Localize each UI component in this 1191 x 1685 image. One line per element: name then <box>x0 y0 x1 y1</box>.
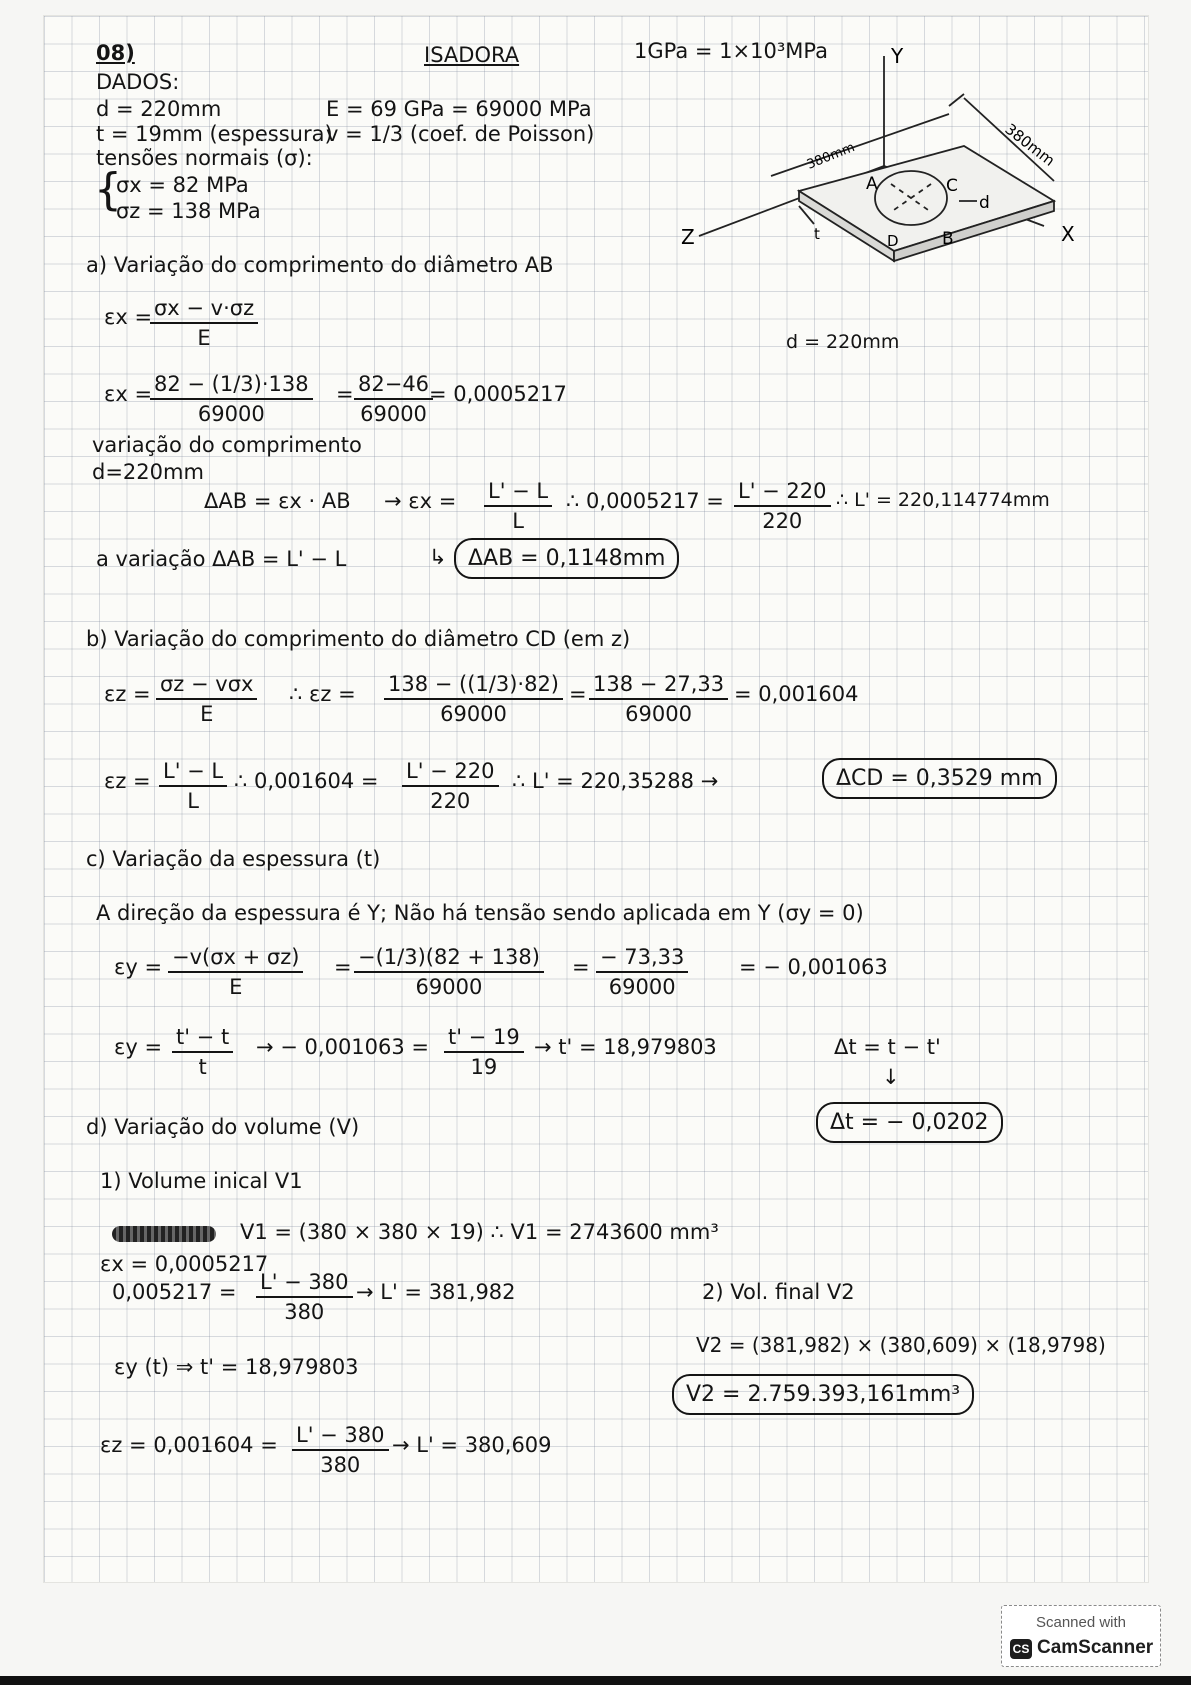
d-ez-den: 380 <box>320 1453 361 1478</box>
d-ex-num: L' − 380 <box>256 1270 353 1298</box>
d-ez-num: L' − 380 <box>292 1423 389 1451</box>
point-C-label: C <box>946 176 958 196</box>
c-f2-lhs: εy = <box>114 1035 163 1059</box>
notebook-page <box>44 16 1148 1582</box>
c-f1-den3: 69000 <box>608 975 676 1000</box>
dados-sx: σx = 82 MPa <box>116 173 249 197</box>
c-f1-lhs: εy = <box>114 955 163 979</box>
b-f2-frac <box>159 759 227 813</box>
dados-v: v = 1/3 (coef. de Poisson) <box>326 122 595 146</box>
axis-y-label: Y <box>891 44 904 68</box>
dados-E: E = 69 GPa = 69000 MPa <box>326 97 592 121</box>
stamp-line2: CamScanner <box>1037 1637 1154 1658</box>
c-f2-frac <box>172 1025 233 1079</box>
d-pointer-label: d <box>979 193 990 213</box>
a-f2-eq: = <box>336 382 354 406</box>
c-f1-num: −v(σx + σz) <box>168 945 303 973</box>
b-f1-den: E <box>200 702 214 727</box>
d-v1: V1 = (380 × 380 × 19) ∴ V1 = 2743600 mm³ <box>240 1220 719 1244</box>
a-ex-frac <box>484 479 552 533</box>
b-f1-eq: = <box>569 682 587 706</box>
c-f1-num2: −(1/3)(82 + 138) <box>354 945 544 973</box>
d-v2: V2 = (381,982) × (380,609) × (18,9798) <box>696 1333 1106 1357</box>
b-f1-den3: 69000 <box>625 702 692 727</box>
part-b-title: b) Variação do comprimento do diâmetro CD (em z) <box>86 627 631 651</box>
dados-title: DADOS: <box>96 70 180 94</box>
a-delta-ab: ΔAB = εx · AB <box>204 489 351 513</box>
a-variation-label: variação do comprimento <box>92 433 362 457</box>
axis-x-label: X <box>1061 222 1075 246</box>
d-ex-result: → L' = 381,982 <box>356 1280 516 1304</box>
d-answer-box: V2 = 2.759.393,161mm³ <box>672 1374 974 1415</box>
b-f2-lhs: εz = <box>104 769 151 793</box>
d-ez-result: → L' = 380,609 <box>392 1433 552 1457</box>
c-f1-eq: = <box>334 955 352 979</box>
a-f2-num2: 82−46 <box>354 372 433 400</box>
d-ez-frac <box>292 1423 389 1477</box>
a-ex-num: L' − L <box>484 479 552 507</box>
b-f2-num: L' − L <box>159 759 227 787</box>
b-f1-result: = 0,001604 <box>734 682 859 706</box>
b-f1-therefore: ∴ εz = <box>289 682 356 706</box>
scribbled-out-text <box>112 1226 216 1242</box>
c-f2-num: t' − t <box>172 1025 233 1053</box>
dados-d: d = 220mm <box>96 97 222 121</box>
dim-left-label: 380mm <box>804 140 857 173</box>
a-f1-num: σx − v·σz <box>150 296 258 324</box>
a-ex-den: L <box>512 509 524 534</box>
a-f2-num: 82 − (1/3)·138 <box>150 372 313 400</box>
a-f2-den: 69000 <box>197 402 265 427</box>
c-f2-den: t <box>198 1055 207 1080</box>
dados-sz: σz = 138 MPa <box>116 199 261 223</box>
a-f1-den: E <box>197 326 211 351</box>
a-f1-lhs: εx = <box>104 305 153 329</box>
b-f1-lhs: εz = <box>104 682 151 706</box>
b-f1-num2: 138 − ((1/3)·82) <box>384 672 563 700</box>
d-ex-lhs: 0,005217 = <box>112 1280 237 1304</box>
c-f1-eq2: = <box>572 955 590 979</box>
a-result-L: ∴ L' = 220,114774mm <box>836 489 1050 511</box>
a-val-den: 220 <box>762 509 803 534</box>
unit-conversion: 1GPa = 1×10³MPa <box>634 39 828 63</box>
d-sub2: 2) Vol. final V2 <box>702 1280 855 1304</box>
stamp-line1: Scanned with <box>1035 1614 1127 1631</box>
c-f2-result: → t' = 18,979803 <box>534 1035 717 1059</box>
dim-tick-top <box>949 94 964 106</box>
bottom-edge-bar <box>0 1676 1191 1685</box>
a-f2-lhs: εx = <box>104 382 153 406</box>
dim-right-label: 380mm <box>1001 119 1059 170</box>
c-f1-den: E <box>229 975 243 1000</box>
c-f2-num2: t' − 19 <box>444 1025 524 1053</box>
b-f1-num: σz − vσx <box>156 672 257 700</box>
plate-diagram <box>659 36 1109 366</box>
b-f2-num2: L' − 220 <box>402 759 499 787</box>
axis-z-label: Z <box>681 225 695 249</box>
question-number: 08) <box>96 41 135 65</box>
c-f2-den2: 19 <box>470 1055 498 1080</box>
b-f2-den: L <box>187 789 199 814</box>
diagram-d-value: d = 220mm <box>786 331 900 353</box>
b-f2-val: ∴ 0,001604 = <box>234 769 379 793</box>
t-pointer-label: t <box>814 225 820 243</box>
b-f1-frac2 <box>384 672 563 726</box>
b-f1-frac3 <box>589 672 728 726</box>
a-val-num: L' − 220 <box>734 479 831 507</box>
c-f2-frac2 <box>444 1025 524 1079</box>
dados-t: t = 19mm (espessura) <box>96 122 333 146</box>
c-answer-box: Δt = − 0,0202 <box>816 1102 1003 1143</box>
b-f2-result: ∴ L' = 220,35288 → <box>512 769 719 793</box>
part-c-title: c) Variação da espessura (t) <box>86 847 381 871</box>
part-a-title: a) Variação do comprimento do diâmetro AB <box>86 253 554 277</box>
a-answer-box: ΔAB = 0,1148mm <box>454 538 679 579</box>
a-f2-den2: 69000 <box>360 402 427 427</box>
student-name: ISADORA <box>424 43 520 67</box>
a-d-label: d=220mm <box>92 460 204 484</box>
c-f1-num3: − 73,33 <box>596 945 688 973</box>
d-ex-den: 380 <box>284 1300 325 1325</box>
a-f2-result: = 0,0005217 <box>429 382 567 406</box>
d-ex: εx = 0,0005217 <box>100 1252 269 1276</box>
a-f2-frac <box>150 372 313 426</box>
point-A-label: A <box>866 174 878 194</box>
d-ez-lhs: εz = 0,001604 = <box>100 1433 278 1457</box>
c-f1-frac3 <box>596 945 688 999</box>
b-f2-frac2 <box>402 759 499 813</box>
point-B-label: B <box>942 229 954 249</box>
c-f1-frac2 <box>354 945 544 999</box>
c-f2-val: → − 0,001063 = <box>256 1035 430 1059</box>
camscanner-watermark <box>1001 1605 1161 1667</box>
b-f1-frac <box>156 672 257 726</box>
c-direction: A direção da espessura é Y; Não há tensão sendo aplicada em Y (σy = 0) <box>96 901 864 925</box>
d-ey: εy (t) ⇒ t' = 18,979803 <box>114 1355 359 1379</box>
a-arrow-ex: → εx = <box>384 489 457 513</box>
c-delta-t: Δt = t − t' <box>834 1035 941 1059</box>
c-f1-den2: 69000 <box>415 975 483 1000</box>
d-ex-frac <box>256 1270 353 1324</box>
brace-symbol: { <box>94 164 122 215</box>
a-variation-text: a variação ΔAB = L' − L <box>96 547 347 571</box>
b-f2-den2: 220 <box>430 789 471 814</box>
c-down-arrow: ↓ <box>882 1065 900 1089</box>
a-therefore-val: ∴ 0,0005217 = <box>566 489 724 513</box>
b-answer-box: ΔCD = 0,3529 mm <box>822 758 1057 799</box>
point-D-label: D <box>887 232 899 250</box>
d-sub1: 1) Volume inical V1 <box>100 1169 303 1193</box>
c-f1-result: = − 0,001063 <box>739 955 888 979</box>
camscanner-logo-icon: CS <box>1010 1639 1032 1659</box>
dados-tensoes: tensões normais (σ): <box>96 146 313 170</box>
a-f1-frac <box>150 296 258 350</box>
part-d-title: d) Variação do volume (V) <box>86 1115 360 1139</box>
b-f1-num3: 138 − 27,33 <box>589 672 728 700</box>
c-f1-frac <box>168 945 303 999</box>
a-arrow-to-answer: ↳ <box>429 545 447 569</box>
a-val-frac <box>734 479 831 533</box>
a-f2-frac2 <box>354 372 433 426</box>
b-f1-den2: 69000 <box>440 702 507 727</box>
